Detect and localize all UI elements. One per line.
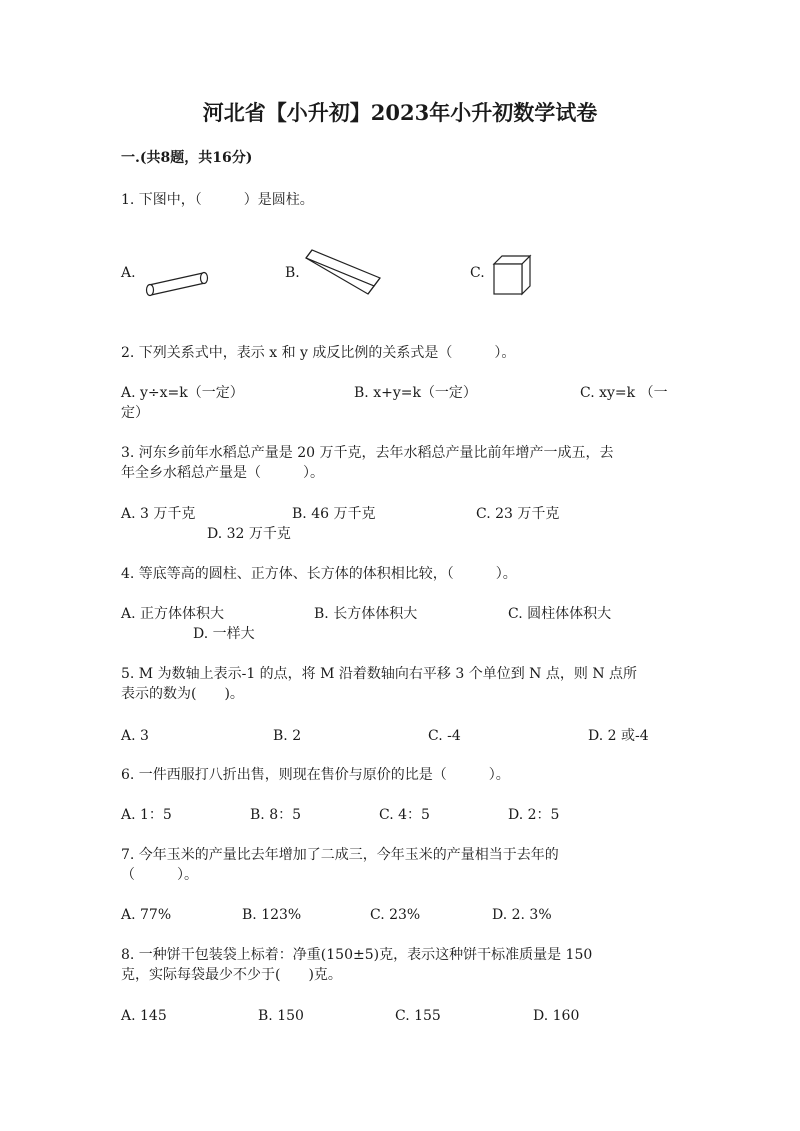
question-8-stem-line2: 克，实际每袋最少不少于( )克。 xyxy=(121,967,342,983)
q4-option-a: A. 正方体体积大 xyxy=(121,606,225,622)
triangular-prism-icon xyxy=(304,248,384,296)
q4-option-d: D. 一样大 xyxy=(193,626,255,642)
q7-option-a: A. 77% xyxy=(121,907,172,923)
q2-option-a: A. y÷x=k（一定） xyxy=(121,385,244,401)
cylinder-icon xyxy=(143,270,209,298)
section-heading: 一.(共8题，共16分) xyxy=(121,150,253,166)
q8-option-c: C. 155 xyxy=(395,1008,441,1024)
question-2-stem: 2. 下列关系式中，表示 x 和 y 成反比例的关系式是（ ）。 xyxy=(121,345,516,361)
q6-option-c: C. 4：5 xyxy=(379,807,430,823)
q8-option-b: B. 150 xyxy=(258,1008,304,1024)
q5-option-a: A. 3 xyxy=(121,728,149,744)
q7-option-d: D. 2. 3% xyxy=(492,907,552,923)
question-4-stem: 4. 等底等高的圆柱、正方体、长方体的体积相比较，（ ）。 xyxy=(121,566,517,582)
question-6-stem: 6. 一件西服打八折出售，则现在售价与原价的比是（ ）。 xyxy=(121,767,510,783)
q6-option-b: B. 8：5 xyxy=(250,807,302,823)
q1-option-b-label: B. xyxy=(285,265,300,281)
question-3-stem-line1: 3. 河东乡前年水稻总产量是 20 万千克，去年水稻总产量比前年增产一成五，去 xyxy=(121,445,614,461)
q1-option-c-label: C. xyxy=(470,265,485,281)
q8-option-a: A. 145 xyxy=(121,1008,167,1024)
q8-option-d: D. 160 xyxy=(533,1008,580,1024)
q5-option-d: D. 2 或-4 xyxy=(588,728,649,744)
q4-option-c: C. 圆柱体体积大 xyxy=(508,606,612,622)
q6-option-a: A. 1：5 xyxy=(121,807,172,823)
q1-option-a-label: A. xyxy=(121,265,136,281)
q3-option-a: A. 3 万千克 xyxy=(121,506,196,522)
q5-option-c: C. -4 xyxy=(428,728,461,744)
cube-icon xyxy=(492,254,534,296)
question-5-stem-line2: 表示的数为( )。 xyxy=(121,686,244,702)
page-title: 河北省【小升初】2023年小升初数学试卷 xyxy=(202,100,598,125)
question-7-stem-line1: 7. 今年玉米的产量比去年增加了二成三，今年玉米的产量相当于去年的 xyxy=(121,847,559,863)
q3-option-d: D. 32 万千克 xyxy=(207,526,291,542)
q7-option-b: B. 123% xyxy=(242,907,302,923)
q2-option-c: C. xy=k （一 xyxy=(580,385,668,401)
question-8-stem-line1: 8. 一种饼干包装袋上标着：净重(150±5)克，表示这种饼干标准质量是 150 xyxy=(121,947,593,963)
q2-option-c-continued: 定） xyxy=(121,405,149,421)
q7-option-c: C. 23% xyxy=(370,907,421,923)
question-1-stem: 1. 下图中，（ ）是圆柱。 xyxy=(121,192,314,208)
q3-option-c: C. 23 万千克 xyxy=(476,506,560,522)
q5-option-b: B. 2 xyxy=(273,728,302,744)
q3-option-b: B. 46 万千克 xyxy=(292,506,376,522)
question-5-stem-line1: 5. M 为数轴上表示-1 的点，将 M 沿着数轴向右平移 3 个单位到 N 点，则 N 点所 xyxy=(121,666,638,682)
question-7-stem-line2: （ ）。 xyxy=(121,867,198,883)
question-3-stem-line2: 年全乡水稻总产量是（ ）。 xyxy=(121,465,324,481)
q4-option-b: B. 长方体体积大 xyxy=(314,606,418,622)
q6-option-d: D. 2：5 xyxy=(508,807,560,823)
q2-option-b: B. x+y=k（一定） xyxy=(354,385,477,401)
